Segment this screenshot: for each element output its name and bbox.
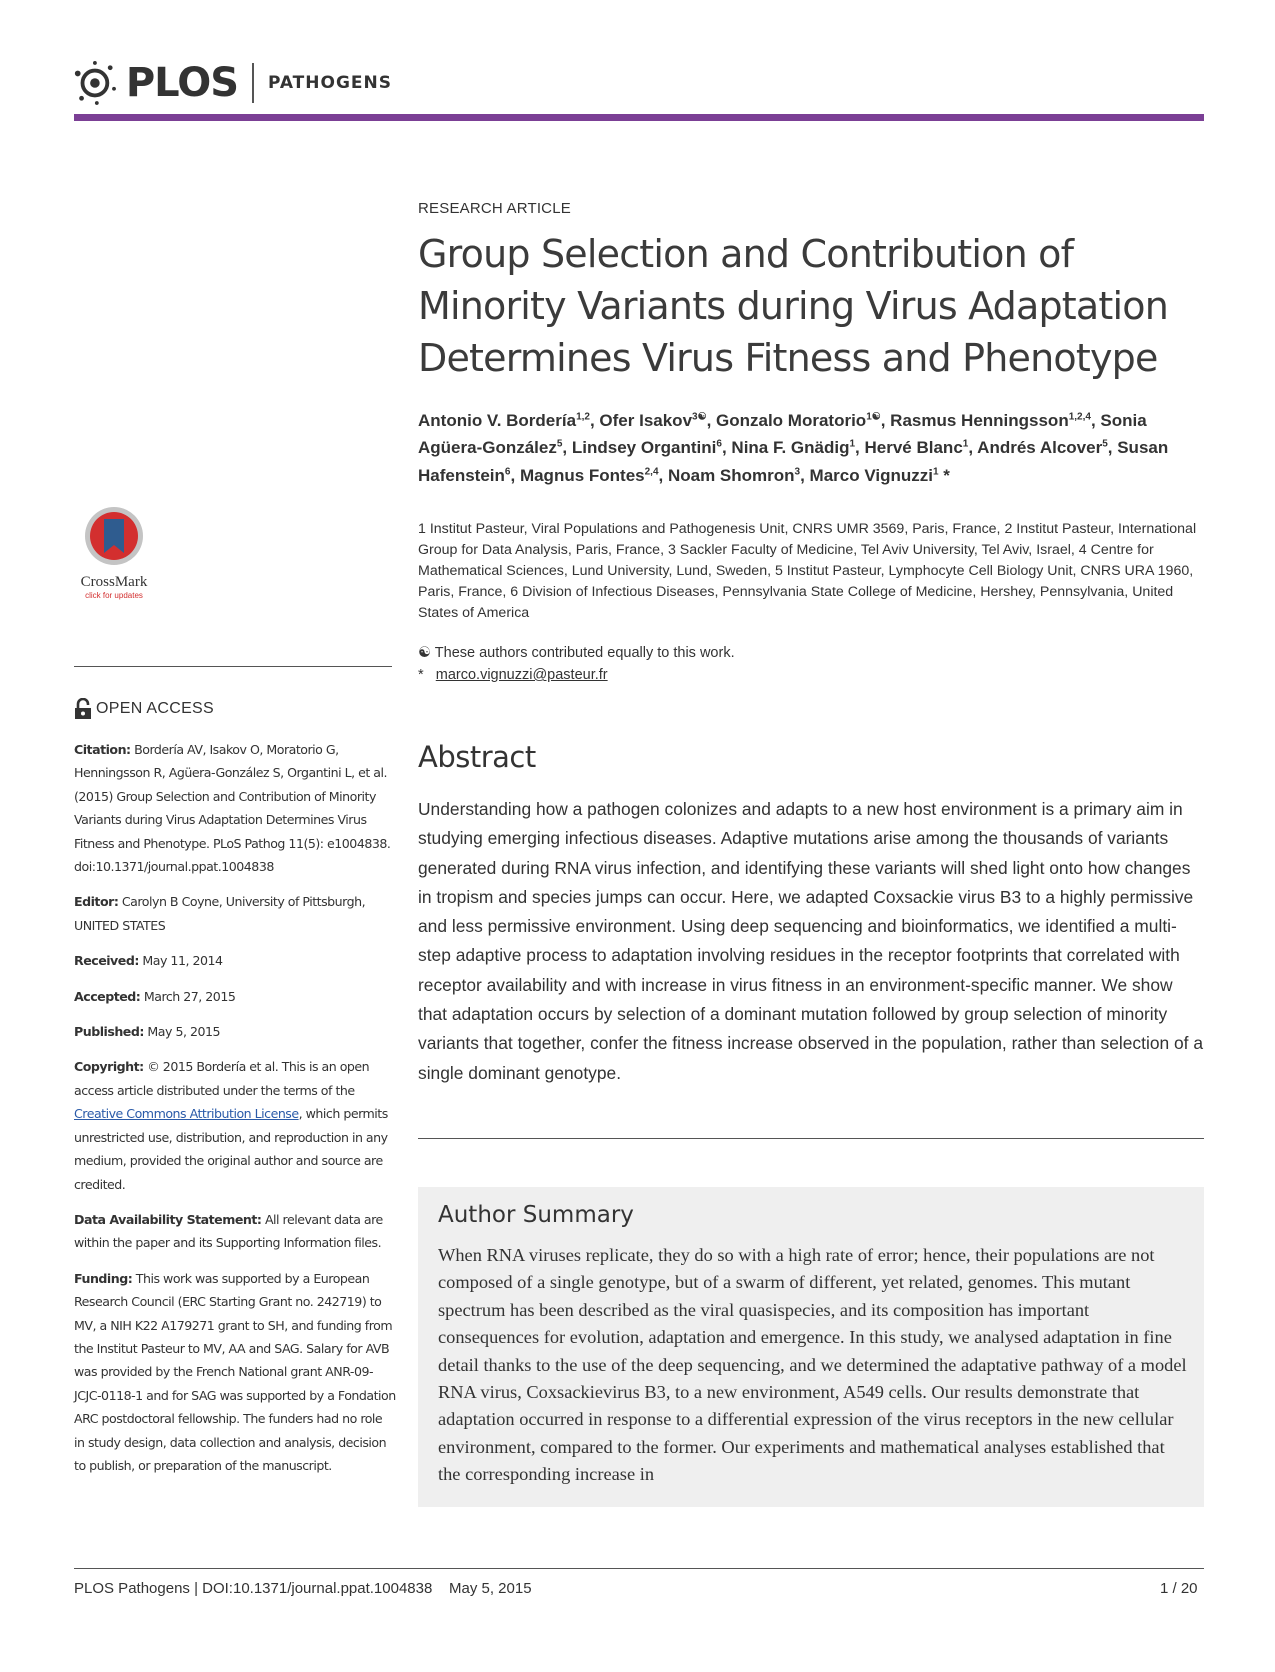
author-name[interactable]: Nina F. Gnädig <box>731 438 850 458</box>
abstract-divider <box>418 1138 1204 1139</box>
logo-divider <box>252 63 254 103</box>
author-separator: , <box>562 438 572 458</box>
author-separator: , <box>855 438 865 458</box>
equal-contribution-text: These authors contributed equally to this work. <box>434 645 735 661</box>
author-entry <box>810 466 950 485</box>
crossmark-sublabel: click for updates <box>85 591 143 600</box>
footer-citation: PLOS Pathogens | DOI:10.1371/journal.ppat.1004838 May 5, 2015 <box>74 1580 532 1597</box>
author-entry <box>890 411 1100 430</box>
article-title: Group Selection and Contribution of Minority Variants during Virus Adaptation Determines Virus Fitness and Phenotype <box>418 232 1168 380</box>
author-entry <box>716 411 890 430</box>
data-availability-label: Data Availability Statement: <box>74 1211 262 1227</box>
sidebar-divider <box>74 666 392 667</box>
editor-label: Editor: <box>74 894 119 910</box>
author-affiliation-marker: 1,2 <box>576 411 590 422</box>
author-separator: , <box>658 465 668 485</box>
published-label: Published: <box>74 1024 144 1040</box>
author-affiliation-marker: 5 <box>1102 438 1108 450</box>
author-separator: , <box>510 465 520 485</box>
copyright-text: © 2015 Bordería et al. This is an open access article distributed under the terms of the <box>74 1059 370 1098</box>
author-affiliation-marker: 1,2,4 <box>1068 411 1091 422</box>
author-name[interactable]: Susan Hafenstein <box>418 438 1169 485</box>
author-entry <box>668 466 810 485</box>
author-entry <box>977 438 1117 457</box>
accepted-label: Accepted: <box>74 988 141 1004</box>
funding-text: This work was supported by a European Research Council (ERC Starting Grant no. 242719) to MV, a NIH K22 A179271 grant to SH, and funding from the Institut Pasteur to MV, AA and SAG. Salary for AVB was provided by the French National grant ANR-09-JCJC-0118-1 and for SAG was supported by a Fondation ARC postdoctoral fellowship. The funders had no role in study design, data collection and analysis, decision to publish, or preparation of the manuscript. <box>74 1270 396 1473</box>
corresponding-email-link[interactable]: marco.vignuzzi@pasteur.fr <box>435 667 608 683</box>
author-affiliation-marker: 5 <box>556 438 563 450</box>
funding-label: Funding: <box>74 1270 133 1286</box>
accepted-date: March 27, 2015 <box>143 988 236 1004</box>
open-lock-icon <box>74 698 92 720</box>
citation-label: Citation: <box>74 742 131 757</box>
author-affiliation-marker: 1 <box>932 466 939 478</box>
funding-block <box>74 1267 396 1478</box>
published-date: May 5, 2015 <box>147 1024 221 1040</box>
author-name[interactable]: Noam Shomron <box>667 465 795 485</box>
author-affiliation-marker: 6 <box>504 466 511 478</box>
article-metadata <box>74 738 396 1489</box>
data-availability-block <box>74 1208 396 1255</box>
author-name[interactable]: Sonia Agüera-González <box>418 410 1147 458</box>
author-entry <box>731 438 864 457</box>
author-summary-heading: Author Summary <box>438 1202 634 1228</box>
crossmark-badge[interactable] <box>74 505 154 605</box>
license-link[interactable]: Creative Commons Attribution License <box>74 1106 299 1122</box>
author-separator: , <box>721 438 732 458</box>
author-name[interactable]: Andrés Alcover <box>977 438 1103 458</box>
crossmark-label: CrossMark <box>80 574 148 590</box>
author-separator: * <box>938 465 950 485</box>
author-separator: , <box>589 410 600 430</box>
author-list <box>418 405 1208 488</box>
copyright-label: Copyright: <box>74 1059 144 1075</box>
footer-rule <box>74 1568 1204 1569</box>
citation-block <box>74 738 396 878</box>
received-date: May 11, 2014 <box>142 953 223 969</box>
abstract-heading: Abstract <box>418 740 536 774</box>
header-rule <box>74 114 1204 121</box>
published-block <box>74 1020 396 1043</box>
author-name[interactable]: Gonzalo Moratorio <box>716 410 867 430</box>
page-number: 1 / 20 <box>1160 1580 1198 1597</box>
author-summary-body: When RNA viruses replicate, they do so with a high rate of error; hence, their populations are not composed of a single genotype, but of a swarm of different, yet related, genomes. This mutant spectrum has been described as the viral quasispecies, and its composition has important consequences for evolution, adaptation and emergence. In this study, we analysed adaptation in fine detail thanks to the use of the deep sequencing, and we determined the adaptative pathway of a model RNA virus, Coxsackievirus B3, to a new environment, A549 cells. Our results demonstrate that adaptation occurred in response to a differential expression of the virus receptors in the new cellular environment, compared to the former. Our experiments and mathematical analyses established that the corresponding increase in <box>438 1245 1187 1485</box>
author-entry <box>572 438 732 457</box>
crossmark-icon <box>74 505 154 567</box>
author-name[interactable]: Magnus Fontes <box>519 465 645 485</box>
editor-text: Carolyn B Coyne, University of Pittsburgh, UNITED STATES <box>74 894 366 933</box>
author-name[interactable]: Ofer Isakov <box>599 410 693 430</box>
author-name[interactable]: Rasmus Henningsson <box>890 410 1069 430</box>
data-availability-text: All relevant data are within the paper and its Supporting Information files. <box>74 1211 383 1251</box>
author-name[interactable]: Antonio V. Bordería <box>418 410 577 430</box>
author-separator: , <box>968 438 978 458</box>
copyright-text-end: , which permits unrestricted use, distribution, and reproduction in any medium, provided the original author and source are credited. <box>74 1106 388 1192</box>
author-affiliation-marker: 6 <box>716 438 722 450</box>
editor-block <box>74 890 396 937</box>
author-separator: , <box>800 465 810 485</box>
author-separator: , <box>880 410 891 430</box>
author-affiliation-marker: 1 <box>962 438 969 450</box>
plos-logo-icon <box>72 59 118 107</box>
author-name[interactable]: Marco Vignuzzi <box>809 465 933 485</box>
author-affiliation-marker: 3 <box>794 466 801 478</box>
journal-name: PATHOGENS <box>267 73 392 93</box>
author-entry <box>520 466 668 485</box>
equal-contribution-note <box>418 645 735 661</box>
author-affiliation-marker: 2,4 <box>644 466 659 478</box>
journal-logo[interactable] <box>72 58 392 108</box>
affiliations: 1 Institut Pasteur, Viral Populations and Pathogenesis Unit, CNRS UMR 3569, Paris, France, 2 Institut Pasteur, International Group for Data Analysis, Paris, France, 3 Sackler Faculty of Medicine, Tel Aviv University, Tel Aviv, Israel, 4 Centre for Mathematical Sciences, Lund University, Lund, Sweden, 5 Institut Pasteur, Lymphocyte Cell Biology Unit, CNRS URA 1960, Paris, France, 6 Division of Infectious Diseases, Pennsylvania State College of Medicine, Hershey, Pennsylvania, United States of America <box>418 521 1197 621</box>
copyright-block <box>74 1055 396 1195</box>
received-block <box>74 949 396 972</box>
abstract-body: Understanding how a pathogen colonizes and adapts to a new host environment is a primary aim in studying emerging infectious diseases. Adaptive mutations arise among the thousands of variants generated during RNA virus infection, and identifying these variants will shed light onto how changes in tropism and species jumps can occur. Here, we adapted Coxsackie virus B3 to a highly permissive and less permissive environment. Using deep sequencing and bioinformatics, we identified a multi-step adaptive process to adaptation involving residues in the receptor footprints that correlated with receptor availability and with increase in virus fitness in an environment-specific manner. We show that adaptation occurs by selection of a dominant mutation followed by group selection of minority variants that together, confer the fitness increase observed in the population, rather than selection of a single dominant genotype. <box>418 799 1203 1083</box>
author-name[interactable]: Lindsey Organtini <box>571 438 717 458</box>
author-separator: , <box>706 410 717 430</box>
publisher-name: PLOS <box>125 60 239 106</box>
article-type: RESEARCH ARTICLE <box>418 200 571 217</box>
open-access-badge <box>74 698 214 720</box>
author-affiliation-marker: 3☯ <box>692 411 707 422</box>
open-access-label: OPEN ACCESS <box>96 700 215 717</box>
author-affiliation-marker: 1☯ <box>866 411 881 422</box>
author-entry <box>599 411 716 430</box>
citation-text: Bordería AV, Isakov O, Moratorio G, Henningsson R, Agüera-González S, Organtini L, et al. (2015) Group Selection and Contribution of Minority Variants during Virus Adaptation Determines Virus Fitness and Phenotype. PLoS Pathog 11(5): e1004838. doi:10.1371/journal.ppat.1004838 <box>74 742 391 875</box>
corresponding-mark: * <box>418 667 424 683</box>
equal-contribution-icon: ☯ <box>418 645 431 661</box>
author-name[interactable]: Hervé Blanc <box>864 438 963 458</box>
received-label: Received: <box>74 953 139 969</box>
author-affiliation-marker: 1 <box>849 438 856 450</box>
accepted-block <box>74 985 396 1008</box>
author-separator: , <box>1090 410 1101 430</box>
corresponding-author <box>418 667 608 683</box>
author-entry <box>418 411 599 430</box>
author-separator: , <box>1107 438 1118 458</box>
author-entry <box>865 438 978 457</box>
